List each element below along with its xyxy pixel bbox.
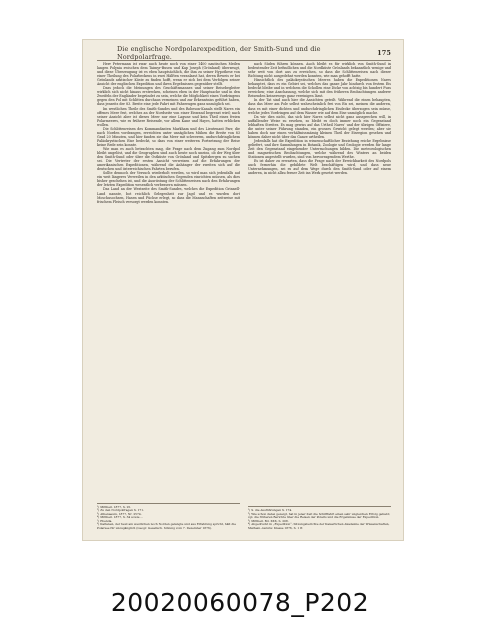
footnote: ³) Athenaeum, 1877, Nr. 2574.	[97, 511, 142, 516]
paragraph: Im westlichen Theile des Smith-Sundes und des Robeson-Kanals stellt Nares ein offenes Meer fest, welches an der Nordseite von einer Eiswand begrenzt wird; nach seiner Ansicht aber ist dieses Meer nur eine Lagune und kein Theil eines freien Polarmeeres, wie es frühere Reisende, vor allem Kane und Hayes, hatten erblicken wollen.	[97, 106, 240, 127]
image-caption: 20020060078_P202	[110, 588, 370, 617]
paragraph: Hinsichtlich des paläokrystischen Meeres haben die Expeditionen Nares behauptet, dass es ein Gebiet sei, welches das ganze Jahr hindurch von festem Eis bedeckt bleibe und in welchem die Schollen eine Dicke von achtzig bis hundert Fuss erreichen; eine Anschauung, welche sich mit den früheren Beobachtungen anderer Reisenden keineswegs ganz vereinigen lässt.	[248, 78, 391, 99]
footnote: ³) Mittheil. Bd. XXX, S. 208.	[248, 518, 289, 523]
right-footnotes	[248, 506, 391, 530]
book-page	[83, 40, 403, 540]
right-column	[248, 62, 391, 530]
paragraph: Dass jedoch die Meinungen des Geschäftsmannes und seiner Reisebegleiter wirklich sich nicht hinaus erstrecken, scheinen eben in der Hauptsache und in den Zweifeln der Engländer begründet zu sein, welche die Möglichkeit eines Vordringens gegen den Pol mit Schlitten durchaus verneinen und zur Erkenntniss geführt haben, dass jenseits der 83. Breite eine jede Fahrt mit Fahrzeugen ganz unmöglich sei.	[97, 86, 240, 107]
running-header	[97, 46, 391, 61]
footnote: ⁴) Abgedruckt in „Expedition“, Sitzungsberichte der Kaiserlichen Akademie der Wissenschaften, Mathem.-naturw. Klasse 1876, S. 1 ff.	[248, 522, 390, 530]
right-column-text	[248, 62, 391, 175]
paragraph: Sollte dennoch der Versuch wiederholt werden, so wird man sich jedenfalls auf ein weit längeres Verweilen in den arktischen Gegenden einrichten müssen, als dies bisher geschehen ist, und die Ausrüstung der Schlittenreisen nach den Erfahrungen der letzten Expedition wesentlich verbessern müssen.	[97, 171, 240, 188]
footnote: ⁵) Ebenda.	[97, 518, 113, 523]
page-number: 175	[377, 49, 391, 57]
footnote: ¹) Mittheil. 1877, S. 25.	[97, 504, 132, 509]
footnote: ²) Zu den Nordpolfragen S. 171.	[97, 508, 145, 512]
footnote: ⁶) Kaltanen, der heut am westlichen noch Norden gelangte und aus Erfahrung spricht, hält die Polarsee für unzugänglich (Geogr. Gesellsch. Sitzung vom 7. Dezember 1876).	[97, 522, 236, 530]
footnote: ²) Wie schon dabei gezeigt, hat in jener Zeit die Schifffahrt einen sehr ungleichen Erfolg gehabt; vgl. die früheren Berichte über die Reisen der Polaris und die Ergebnisse der Expedition.	[248, 511, 390, 519]
two-column-body	[97, 62, 391, 530]
left-column	[97, 62, 240, 530]
header-title: Die englische Nordpolarexpedition, der Smith-Sund und die Nordpolarfrage.	[117, 45, 321, 61]
paragraph: In der Tat sind auch hier die Ansichten geteilt. Während die einen behaupten, dass das Meer am Pole selbst wahrscheinlich frei von Eis sei, meinen die anderen, dass es mit einer dichten und undurchdringlichen Eisdecke überzogen sein müsse, welche jedes Vordringen auf dem Wasser wie auf dem Eise unmöglich mache.	[248, 98, 391, 115]
paragraph: Die Schlittenreisen des Kommandanten Markham und des Lieutenant Parr, die nach Norden vordrangen, erreichten unter unsäglichen Mühen die Breite von 83 Grad 20 Minuten, und hier fanden sie das Meer mit schwerem, undurchdringlichem Paläokrystischen Eise bedeckt, so dass von einer weiteren Fortsetzung der Reise keine Rede sein konnte.	[97, 126, 240, 147]
paragraph: Wie man es auch betrachten mag, die Frage nach dem Zugang zum Nordpol bleibt ungelöst, und die Geographen sind auch heute noch uneins, ob der Weg über den Smith-Sund oder über die Ostküste von Grönland und Spitzbergen zu suchen sei. Die Vertreter der ersten Ansicht verweisen auf die Erfahrungen der amerikanischen Expeditionen, während die Anhänger der zweiten sich auf die deutschen und österreichischen Fahrten berufen.	[97, 146, 240, 172]
paragraph: Da wir dies nicht, das sich hier Nares selbst nicht ganz aussprechen will, in auffallender Weise zu ersehen, so bleibt es doch immer noch ein Gegenstand lebhaften Streites. Es mag gewiss auf das Urtheil Nares’ und der übrigen Offiziere, die unter seiner Führung standen, ein grosses Gewicht gelegt werden; aber sie haben doch nur einen verhältnissmässig kleinen Theil der Eisregion gesehen und können daher nicht über das Ganze urtheilen.	[248, 114, 391, 139]
left-footnotes	[97, 503, 240, 531]
paragraph: Es ist daher zu erwarten, dass die Frage nach der Erreichbarkeit des Nordpols auch fernerhin die gebildete Welt beschäftigen wird, und dass neue Unternehmungen, sei es auf dem Wege durch den Smith-Sund oder auf einem anderen, in nicht allzu ferner Zeit ins Werk gesetzt werden.	[248, 159, 391, 176]
paragraph: Das Land an der Westseite des Smith-Sundes, welches die Expedition Grinnell-Land nannte, bot reichlich Gelegenheit zur Jagd und es wurden dort Moschusochsen, Hasen und Füchse erlegt, so dass die Mannschaften zeitweise mit frischem Fleisch versorgt werden konnten.	[97, 187, 240, 204]
paragraph: Herr Petermann ist zwar auch heute noch von einer 1400 nautischen Meilen langen Polynia zwischen dem Taimyr-Busen und Kap Joseph (Grönland) überzeugt, und diese Überzeugung ist es eben hauptsächlich, die ihm zu seiner Hypothese von einer Theilung des Polarbeckens in zwei Hälften veranlasst hat, deren Beweis er bei Grönlands arktischer Küste zu finden hofft, wenn er sich bei dem Verfolgen seiner Ansicht der englischen Expedition und ihren Ergebnissen gegenüber stellt.	[97, 62, 240, 87]
footnote: ⁴) Mittheil. 1877, S. 34 sowie …	[97, 515, 144, 519]
footnote: ¹) S. die Ausführungen S. 174.	[248, 508, 293, 512]
left-column-text	[97, 62, 240, 204]
paragraph: nach Süden führen können. Auch bleibt es für wirklich von Smith-Sund in bedeutender Zeit befindlichen und die Nordküste Grönlands bekanntlich wenige und sehr weit von dort aus zu erreichen, so dass die Schlittenreisen nach dieser Richtung nicht ausgedehnt werden konnten, wie man gehofft hatte.	[248, 62, 391, 79]
paragraph: Jedenfalls hat die Expedition in wissenschaftlicher Beziehung reiche Ergebnisse geliefert, und ihre Sammlungen in Botanik, Zoologie und Geologie werden für lange Zeit den Gegenstand eingehender Untersuchungen bilden. Die meteorologischen und magnetischen Beobachtungen, welche während des Winters an beiden Stationen angestellt wurden, sind von hervorragendem Werthe.	[248, 138, 391, 160]
